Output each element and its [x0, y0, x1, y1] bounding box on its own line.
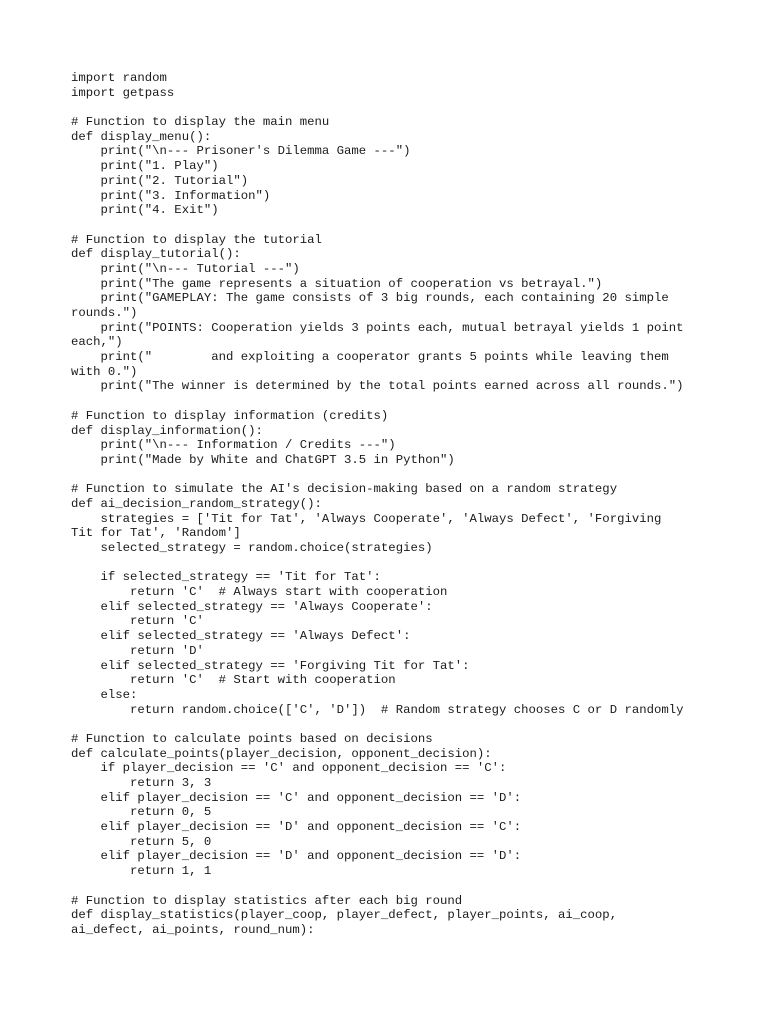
code-line: import random: [71, 71, 167, 85]
code-line: elif selected_strategy == 'Always Cooperate':: [71, 599, 433, 614]
code-line: elif selected_strategy == 'Always Defect':: [71, 629, 411, 644]
code-line: return 'C' # Start with cooperation: [71, 673, 396, 688]
code-line: each,"): [71, 335, 123, 350]
code-line: print("\n--- Tutorial ---"): [71, 261, 300, 276]
code-line: elif player_decision == 'D' and opponent_decision == 'C':: [71, 820, 522, 835]
code-line: print("Made by White and ChatGPT 3.5 in Python"): [71, 452, 455, 467]
code-line: def calculate_points(player_decision, opponent_decision):: [71, 746, 492, 761]
code-line: ai_defect, ai_points, round_num):: [71, 922, 315, 937]
code-line: return 'C' # Always start with cooperation: [71, 585, 448, 600]
code-line: return 3, 3: [71, 776, 212, 790]
code-line: return 1, 1: [71, 864, 212, 879]
code-line: # Function to calculate points based on decisions: [71, 731, 433, 746]
code-line: print("\n--- Information / Credits ---"): [71, 438, 396, 453]
code-line: # Function to display information (credits): [71, 408, 389, 423]
code-line: def display_information():: [71, 423, 263, 438]
blank-line: [71, 556, 684, 571]
code-line: elif player_decision == 'C' and opponent_decision == 'D':: [71, 790, 522, 805]
code-line: return random.choice(['C', 'D']) # Random strategy chooses C or D randomly: [71, 702, 684, 717]
blank-line: [71, 717, 684, 732]
code-line: print("POINTS: Cooperation yields 3 points each, mutual betrayal yields 1 point: [71, 320, 684, 335]
code-line: # Function to display the tutorial: [71, 232, 322, 247]
blank-line: [71, 100, 684, 115]
code-line: if player_decision == 'C' and opponent_decision == 'C':: [71, 761, 507, 776]
code-line: print(" and exploiting a cooperator grants 5 points while leaving them: [71, 350, 669, 365]
blank-line: [71, 218, 684, 233]
code-line: def ai_decision_random_strategy():: [71, 496, 322, 511]
blank-line: [71, 468, 684, 483]
code-line: def display_menu():: [71, 129, 212, 144]
code-line: return 'D': [71, 643, 204, 658]
code-line: strategies = ['Tit for Tat', 'Always Cooperate', 'Always Defect', 'Forgiving: [71, 511, 662, 526]
code-line: import getpass: [71, 85, 175, 100]
blank-line: [71, 879, 684, 894]
code-line: elif selected_strategy == 'Forgiving Tit for Tat':: [71, 658, 470, 673]
code-line: elif player_decision == 'D' and opponent_decision == 'D':: [71, 849, 522, 864]
code-line: return 'C': [71, 614, 204, 629]
code-line: # Function to display the main menu: [71, 115, 330, 130]
code-line: def display_tutorial():: [71, 247, 241, 262]
code-line: Tit for Tat', 'Random']: [71, 526, 241, 541]
code-listing: [71, 71, 684, 938]
code-line: print("1. Play"): [71, 159, 219, 174]
code-line: return 0, 5: [71, 805, 212, 820]
code-line: # Function to simulate the AI's decision-making based on a random strategy: [71, 482, 618, 497]
code-line: return 5, 0: [71, 834, 212, 849]
code-line: if selected_strategy == 'Tit for Tat':: [71, 570, 381, 585]
blank-line: [71, 394, 684, 409]
code-line: print("\n--- Prisoner's Dilemma Game ---"): [71, 144, 411, 159]
code-line: rounds."): [71, 306, 138, 320]
code-line: print("4. Exit"): [71, 203, 219, 218]
code-line: def display_statistics(player_coop, player_defect, player_points, ai_coop,: [71, 908, 618, 923]
code-line: with 0."): [71, 364, 138, 379]
code-line: # Function to display statistics after each big round: [71, 893, 463, 908]
code-line: print("GAMEPLAY: The game consists of 3 big rounds, each containing 20 simple: [71, 291, 669, 306]
code-line: print("3. Information"): [71, 188, 271, 203]
code-line: print("The winner is determined by the total points earned across all rounds."): [71, 379, 684, 394]
code-line: print("2. Tutorial"): [71, 173, 249, 188]
code-line: print("The game represents a situation of cooperation vs betrayal."): [71, 276, 603, 291]
code-line: else:: [71, 687, 138, 702]
code-line: selected_strategy = random.choice(strategies): [71, 541, 433, 555]
